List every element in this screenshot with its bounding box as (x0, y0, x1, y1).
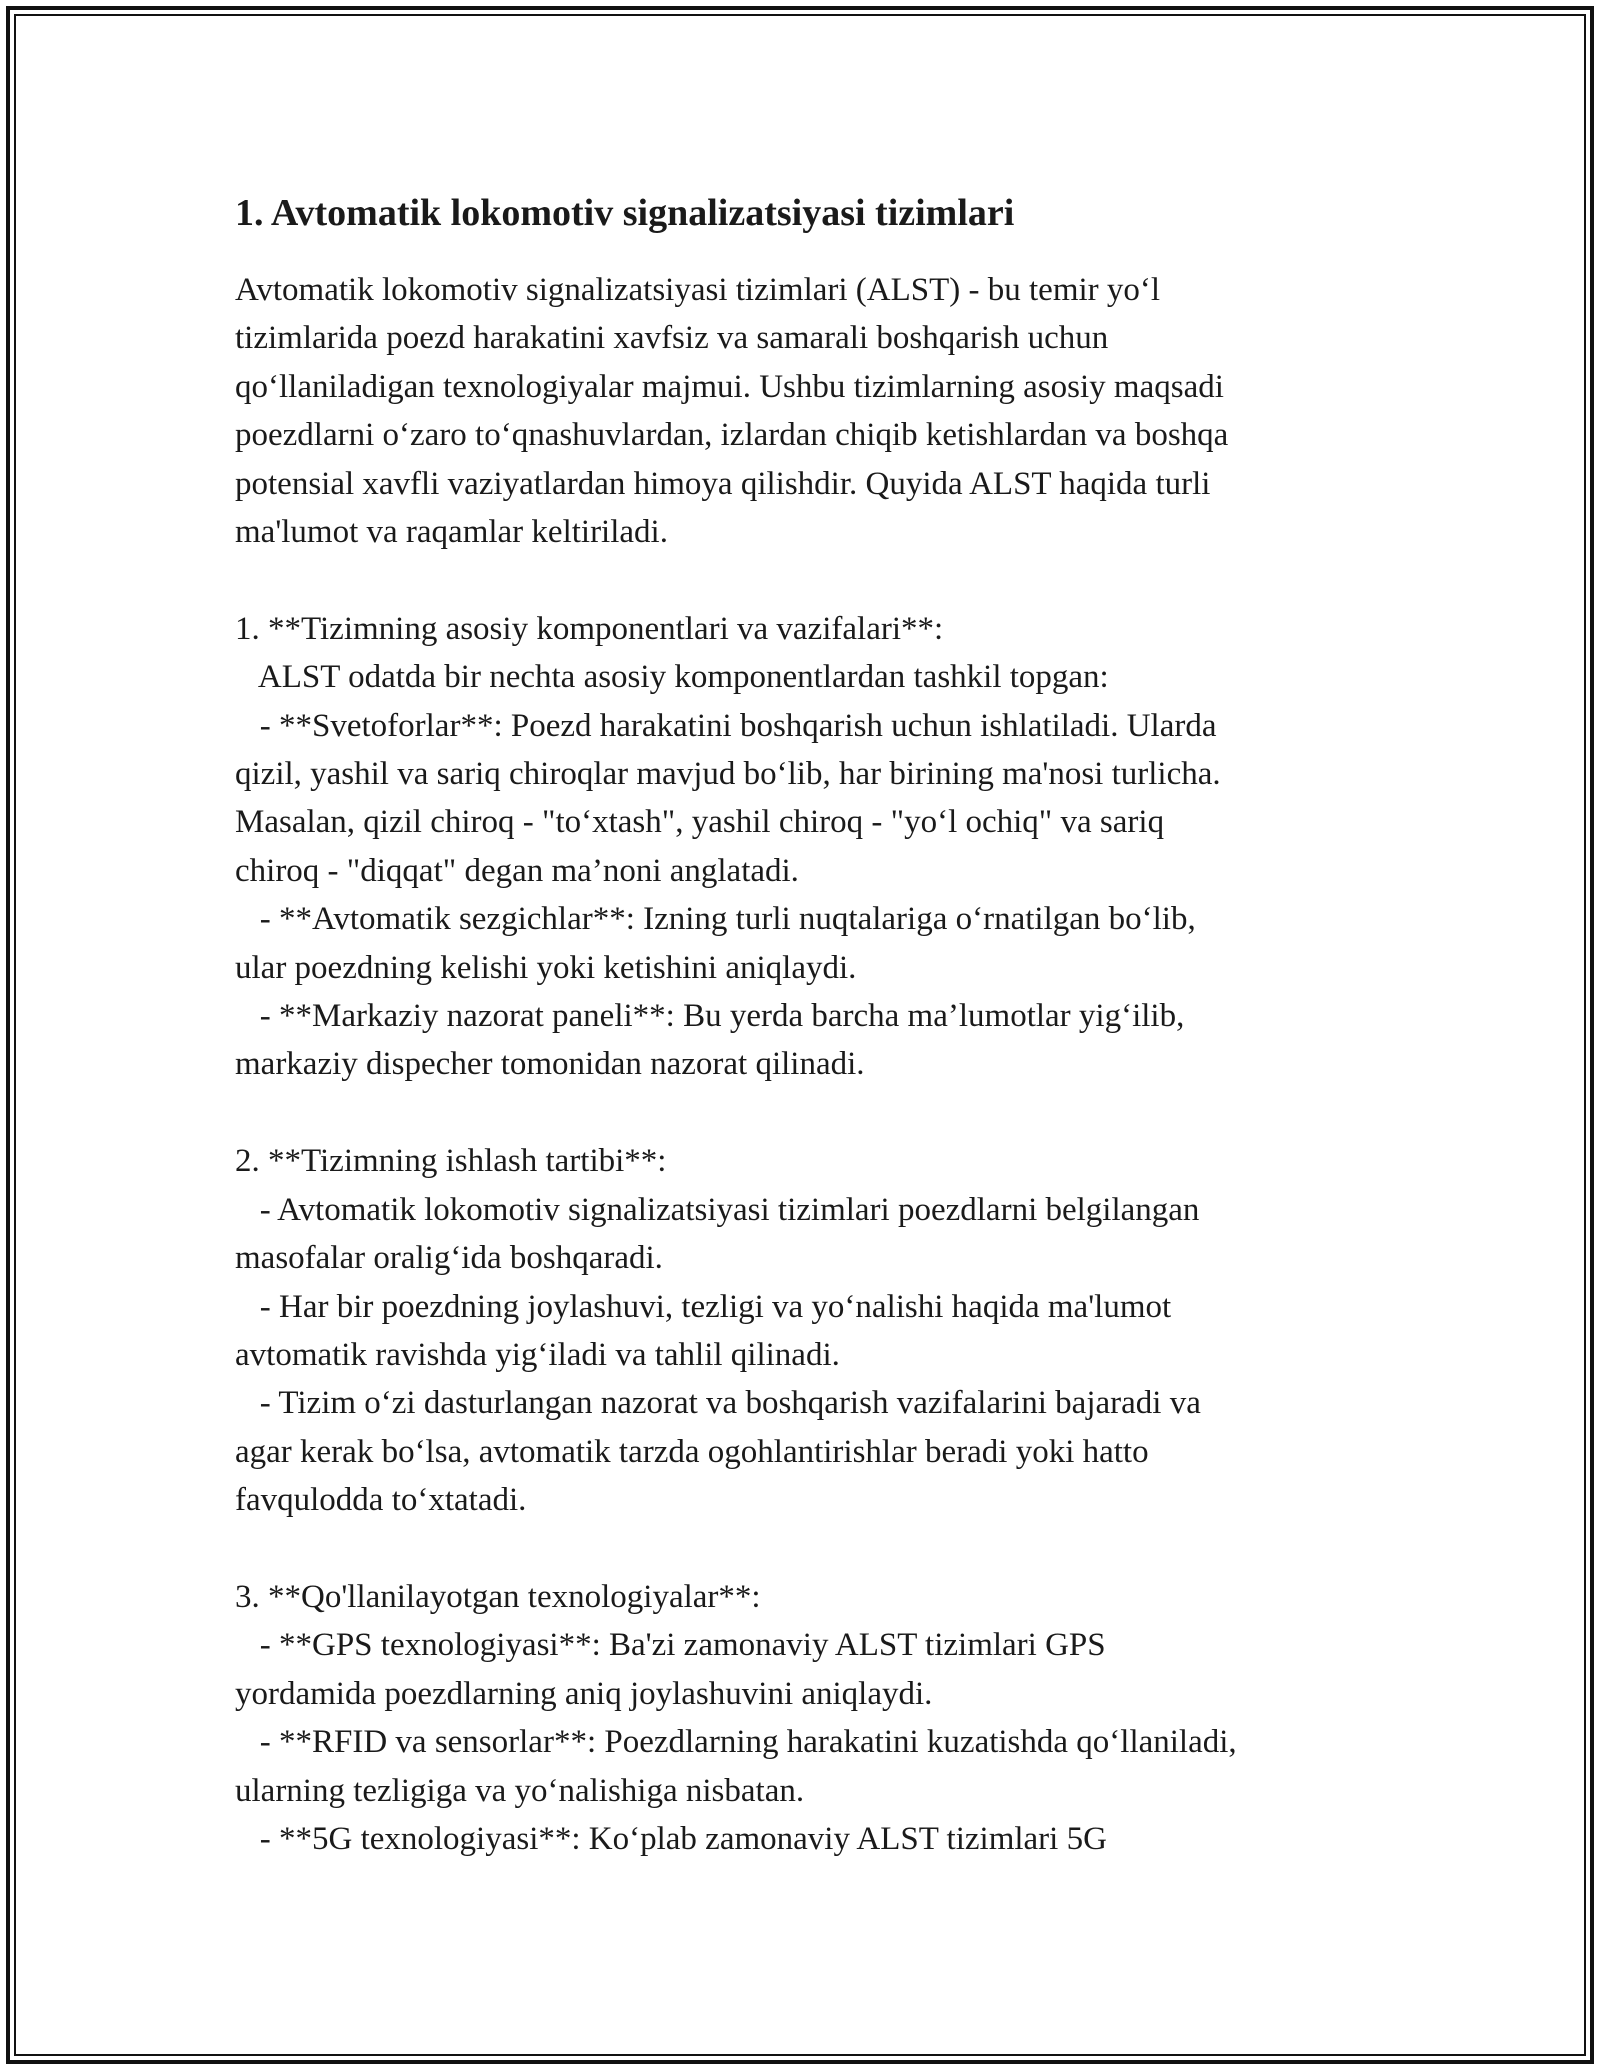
document-title: 1. Avtomatik lokomotiv signalizatsiyasi tizimlari (235, 192, 1015, 234)
text-line: ularning tezligiga va yo‘nalishiga nisbatan. (235, 1772, 805, 1809)
text-line: avtomatik ravishda yig‘iladi va tahlil qilinadi. (235, 1336, 840, 1373)
text-line: yordamida poezdlarning aniq joylashuvini aniqlaydi. (235, 1675, 933, 1712)
section-components (235, 605, 1375, 1089)
text-line: chiroq - "diqqat" degan ma’noni anglatadi. (235, 852, 799, 889)
text-line: - **GPS texnologiyasi**: Ba'zi zamonaviy ALST tizimlari GPS (235, 1627, 1106, 1664)
text-line: masofalar oralig‘ida boshqaradi. (235, 1240, 663, 1277)
text-line: - Avtomatik lokomotiv signalizatsiyasi tizimlari poezdlarni belgilangan (235, 1191, 1200, 1228)
section-technologies (235, 1573, 1375, 1863)
text-line: tizimlarida poezd harakatini xavfsiz va samarali boshqarish uchun (235, 320, 1109, 357)
text-line: Masalan, qizil chiroq - "to‘xtash", yashil chiroq - "yo‘l ochiq" va sariq (235, 804, 1165, 841)
section-operation (235, 1137, 1375, 1524)
text-line: ALST odatda bir nechta asosiy komponentlardan tashkil topgan: (235, 659, 1109, 696)
paragraph-gap (235, 1089, 1375, 1137)
text-line: - **RFID va sensorlar**: Poezdlarning harakatini kuzatishda qo‘llaniladi, (235, 1724, 1237, 1761)
text-line: - **Avtomatik sezgichlar**: Izning turli nuqtalariga o‘rnatilgan bo‘lib, (235, 901, 1196, 938)
text-line: - Har bir poezdning joylashuvi, tezligi va yo‘nalishi haqida ma'lumot (235, 1288, 1172, 1325)
text-line: markaziy dispecher tomonidan nazorat qilinadi. (235, 1046, 865, 1083)
text-line: 2. **Tizimning ishlash tartibi**: (235, 1143, 667, 1180)
text-line: qizil, yashil va sariq chiroqlar mavjud bo‘lib, har birining ma'nosi turlicha. (235, 756, 1221, 793)
paragraph-gap (235, 1525, 1375, 1573)
text-line: potensial xavfli vaziyatlardan himoya qilishdir. Quyida ALST haqida turli (235, 465, 1211, 502)
text-line: qo‘llaniladigan texnologiyalar majmui. Ushbu tizimlarning asosiy maqsadi (235, 368, 1224, 405)
text-line: 3. **Qo'llanilayotgan texnologiyalar**: (235, 1578, 761, 1615)
text-line: - Tizim o‘zi dasturlangan nazorat va boshqarish vazifalarini bajaradi va (235, 1385, 1201, 1422)
text-line: - **Svetoforlar**: Poezd harakatini boshqarish uchun ishlatiladi. Ularda (235, 707, 1217, 744)
intro-paragraph (235, 266, 1375, 556)
text-line: ular poezdning kelishi yoki ketishini aniqlaydi. (235, 949, 857, 986)
text-line: favqulodda to‘xtatadi. (235, 1482, 527, 1519)
text-line: 1. **Tizimning asosiy komponentlari va vazifalari**: (235, 610, 944, 647)
text-line: agar kerak bo‘lsa, avtomatik tarzda ogohlantirishlar beradi yoki hatto (235, 1433, 1149, 1470)
document-body (235, 186, 1375, 1863)
text-line: - **5G texnologiyasi**: Ko‘plab zamonaviy ALST tizimlari 5G (235, 1820, 1107, 1857)
paragraph-gap (235, 556, 1375, 604)
text-line: - **Markaziy nazorat paneli**: Bu yerda barcha ma’lumotlar yig‘ilib, (235, 998, 1185, 1035)
text-line: ma'lumot va raqamlar keltiriladi. (235, 514, 668, 551)
text-line: poezdlarni o‘zaro to‘qnashuvlardan, izlardan chiqib ketishlardan va boshqa (235, 417, 1229, 454)
text-line: Avtomatik lokomotiv signalizatsiyasi tizimlari (ALST) - bu temir yo‘l (235, 272, 1161, 308)
